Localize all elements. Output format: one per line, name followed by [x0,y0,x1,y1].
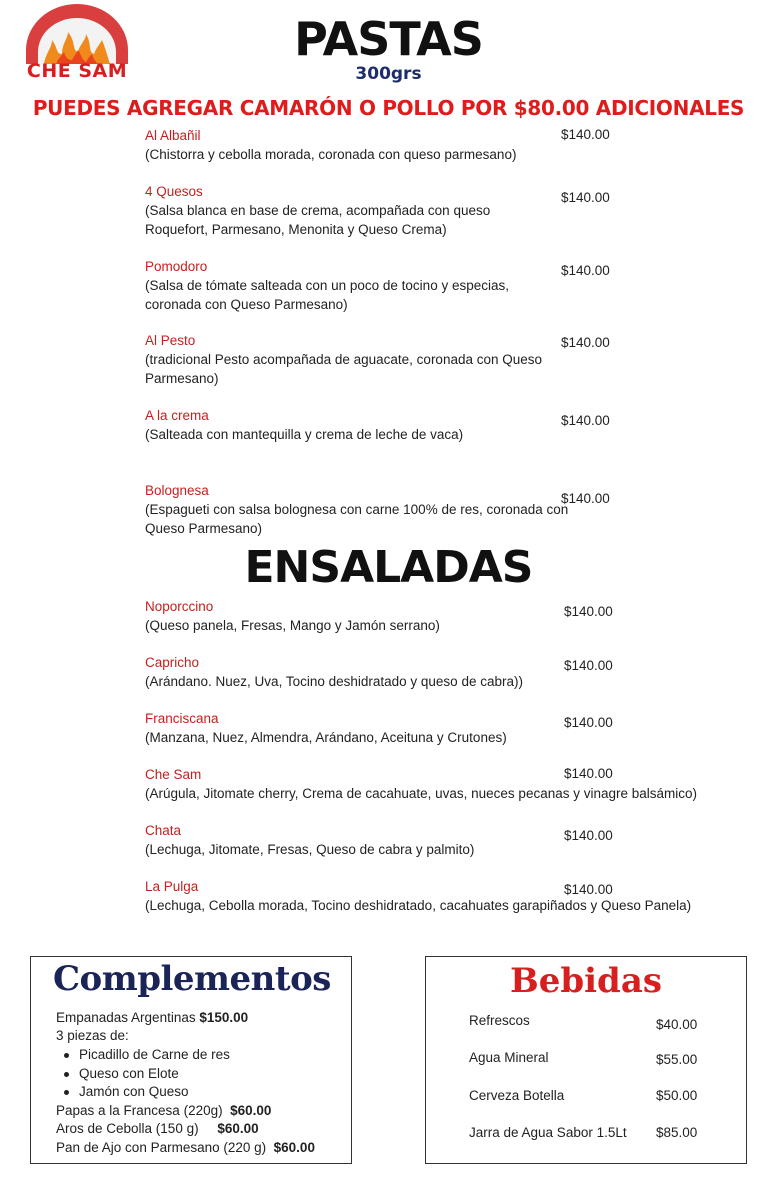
pastas-title: PASTAS [294,12,483,66]
extra-line [56,1140,315,1155]
item-description: (Manzana, Nuez, Almendra, Arándano, Aceituna y Crutones) [145,730,507,745]
item-price: $140.00 [561,413,610,428]
item-description: (Queso panela, Fresas, Mango y Jamón serrano) [145,618,440,633]
menu-item [145,481,585,538]
menu-item [145,709,705,747]
item-name: Pomodoro [145,259,208,274]
list-item [64,1047,230,1062]
menu-item [145,182,545,239]
item-name: Bolognesa [145,483,209,498]
extra-line [56,1121,259,1136]
item-description: (Lechuga, Jitomate, Fresas, Queso de cabra y palmito) [145,842,475,857]
drink-name: Refrescos [469,1013,530,1028]
item-price: $140.00 [561,190,610,205]
ensaladas-title: ENSALADAS [244,542,533,593]
item-description: (Arándano. Nuez, Uva, Tocino deshidratado y queso de cabra)) [145,674,523,689]
extra-line [56,1103,271,1118]
item-price: $140.00 [561,335,610,350]
filling-label: Picadillo de Carne de res [79,1047,230,1062]
item-price: $140.00 [564,828,613,843]
item-price: $140.00 [564,766,613,781]
drink-price: $50.00 [656,1088,698,1103]
extra-price: $60.00 [230,1103,272,1118]
item-name: Capricho [145,655,200,670]
item-description: (Salsa de tómate salteada con un poco de tocino y especias, coronada con Queso Parmesano) [145,278,509,312]
item-description: (tradicional Pesto acompañada de aguacate, coronada con Queso Parmesano) [145,352,543,386]
bebidas-title: Bebidas [509,961,662,1001]
extra-price: $60.00 [217,1121,259,1136]
drink-price: $40.00 [656,1017,698,1032]
complementos-title: Complementos [53,959,331,999]
item-description: (Salteada con mantequilla y crema de leche de vaca) [145,427,464,442]
menu-item [145,877,765,915]
item-name: Che Sam [145,767,202,782]
extra-price: $60.00 [273,1140,315,1155]
drink-name: Jarra de Agua Sabor 1.5Lt [469,1125,627,1140]
drink-name: Cerveza Botella [469,1088,565,1103]
bullet-icon [64,1090,69,1095]
item-price: $140.00 [564,715,613,730]
item-name: Al Albañil [145,128,201,143]
drink-name: Agua Mineral [469,1050,549,1065]
item-price: $140.00 [561,127,610,142]
item-name: Al Pesto [145,333,196,348]
item-description: (Lechuga, Cebolla morada, Tocino deshidratado, cacahuates garapiñados y Queso Panela) [145,898,692,913]
menu-item [145,765,765,803]
drink-price: $55.00 [656,1052,698,1067]
item-price: $140.00 [561,263,610,278]
empanadas-price: $150.00 [199,1010,249,1025]
drink-price: $85.00 [656,1125,698,1140]
item-description: (Chistorra y cebolla morada, coronada con queso parmesano) [145,147,517,162]
item-name: A la crema [145,408,209,423]
addon-note: PUEDES AGREGAR CAMARÓN O POLLO POR $80.00 ADICIONALES [32,96,745,120]
bullet-icon [64,1053,69,1058]
empanadas-label: Empanadas Argentinas [56,1010,196,1025]
pieces-note: 3 piezas de: [56,1028,129,1043]
bebidas-panel [425,956,747,1164]
menu-item [145,597,705,635]
filling-label: Jamón con Queso [79,1084,189,1099]
bullet-icon [64,1072,69,1077]
item-description: (Salsa blanca en base de crema, acompañada con queso Roquefort, Parmesano, Menonita y Queso Crema) [145,203,491,237]
menu-item [145,257,555,314]
pastas-portion: 300grs [355,64,422,84]
item-price: $140.00 [561,491,610,506]
menu-item [145,406,705,444]
extra-label: Papas a la Francesa (220g) [56,1103,223,1118]
item-description: (Arúgula, Jitomate cherry, Crema de cacahuate, uvas, nueces pecanas y vinagre balsámico) [145,786,698,801]
item-name: Chata [145,823,182,838]
empanadas-line [56,1010,248,1025]
menu-item [145,126,705,164]
extra-label: Pan de Ajo con Parmesano (220 g) [56,1140,267,1155]
list-item [64,1066,179,1081]
menu-item [145,331,585,388]
item-name: 4 Quesos [145,184,203,199]
item-price: $140.00 [564,604,613,619]
item-price: $140.00 [564,882,613,897]
item-name: La Pulga [145,879,199,894]
item-description: (Espagueti con salsa bolognesa con carne 100% de res, coronada con Queso Parmesano) [145,502,569,536]
list-item [64,1084,189,1099]
item-price: $140.00 [564,658,613,673]
item-name: Noporccino [145,599,214,614]
menu-item [145,653,705,691]
logo-text: CHE SAM [26,60,128,82]
item-name: Franciscana [145,711,219,726]
filling-label: Queso con Elote [79,1066,179,1081]
menu-item [145,821,705,859]
complementos-panel [30,956,352,1164]
extra-label: Aros de Cebolla (150 g) [56,1121,199,1136]
